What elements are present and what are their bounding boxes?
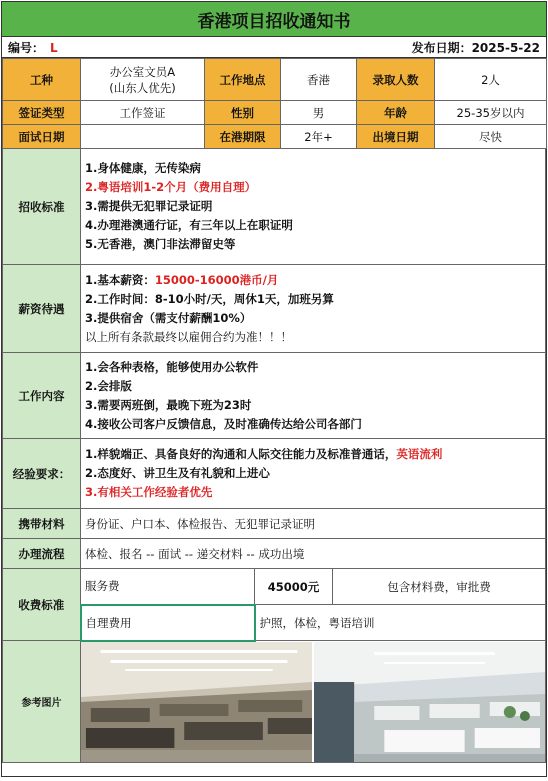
departure-label: 出境日期 [357, 125, 435, 149]
service-fee-label: 服务费 [81, 569, 255, 605]
duty-item: 3.需要两班倒，最晚下班为23时 [85, 397, 252, 412]
requirements-label: 招收标准 [3, 149, 81, 265]
duty-item: 2.会排版 [85, 378, 132, 393]
service-fee-amount: 45000元 [255, 569, 333, 605]
process-value: 体检、报名 -- 面试 -- 递交材料 -- 成功出境 [81, 539, 546, 569]
requirements-list [81, 149, 546, 265]
requirement-item: 1.身体健康，无传染病 [85, 161, 201, 175]
reference-photos [81, 642, 545, 762]
office-photo-1 [81, 642, 312, 762]
detail-table [2, 148, 546, 763]
experience-line-1 [85, 445, 541, 464]
number-label: 编号： [8, 40, 45, 55]
salary-amount: 15000-16000港币/月 [154, 272, 279, 287]
gender-value: 男 [281, 101, 357, 125]
duties-label: 工作内容 [3, 353, 81, 439]
salary-note: 以上所有条款最终以雇佣合约为准！！！ [85, 329, 292, 344]
headcount-value: 2人 [435, 59, 547, 101]
requirement-item: 3.需提供无犯罪记录证明 [85, 199, 213, 213]
self-paid-note: 护照，体检，粤语培训 [255, 605, 546, 641]
notice-title: 香港项目招收通知书 [2, 2, 546, 37]
job-value [81, 59, 205, 101]
requirement-item: 5.无香港，澳门非法滞留史等 [85, 237, 236, 251]
interview-label: 面试日期 [3, 125, 81, 149]
experience-line-2: 2.态度好、讲卫生及有礼貌和上进心 [85, 466, 270, 480]
publish-date [412, 39, 540, 56]
gender-label: 性别 [205, 101, 281, 125]
number-field [8, 39, 58, 56]
experience-line-3: 3.有相关工作经验者优先 [85, 485, 213, 499]
requirement-item: 2.粤语培训1-2个月（费用自理） [85, 180, 257, 194]
job-value-line2: (山东人优先) [109, 80, 176, 95]
date-value: 2025-5-22 [471, 40, 540, 55]
experience-list [81, 439, 546, 509]
interview-value [81, 125, 205, 149]
job-label: 工种 [3, 59, 81, 101]
departure-value: 尽快 [435, 125, 547, 149]
salary-label: 薪资待遇 [3, 265, 81, 353]
duty-item: 4.接收公司客户反馈信息，及时准确传达给公司各部门 [85, 416, 362, 431]
materials-value: 身份证、户口本、体检报告、无犯罪记录证明 [81, 509, 546, 539]
experience-label: 经验要求： [3, 439, 81, 509]
visa-label: 签证类型 [3, 101, 81, 125]
location-label: 工作地点 [205, 59, 281, 101]
headcount-label: 录取人数 [357, 59, 435, 101]
experience-english: 英语流利 [396, 447, 443, 461]
salary-line-1 [85, 271, 541, 290]
duration-label: 在港期限 [205, 125, 281, 149]
duties-list [81, 353, 546, 439]
meta-row [2, 37, 546, 58]
salary-prefix: 1.基本薪资： [85, 272, 155, 287]
materials-label: 携带材料 [3, 509, 81, 539]
photos-cell [81, 641, 546, 763]
process-label: 办理流程 [3, 539, 81, 569]
self-paid-label: 自理费用 [81, 605, 255, 641]
age-value: 25-35岁以内 [435, 101, 547, 125]
fees-label: 收费标准 [3, 569, 81, 641]
job-value-line1: 办公室文员A [109, 64, 176, 79]
number-value: L [50, 40, 58, 55]
age-label: 年龄 [357, 101, 435, 125]
office-photo-2 [312, 642, 545, 762]
duty-item: 1.会各种表格，能够使用办公软件 [85, 359, 259, 374]
duration-value: 2年+ [281, 125, 357, 149]
photos-label: 参考图片 [3, 641, 81, 763]
info-table [2, 58, 547, 149]
experience-prefix: 1.样貌端正、具备良好的沟通和人际交往能力及标准普通话， [85, 447, 397, 461]
recruitment-notice [1, 1, 547, 777]
visa-value: 工作签证 [81, 101, 205, 125]
salary-line-3: 3.提供宿舍（需支付薪酬10%） [85, 310, 252, 325]
salary-line-2: 2.工作时间：8-10小时/天，周休1天，加班另算 [85, 291, 334, 306]
location-value: 香港 [281, 59, 357, 101]
service-fee-note: 包含材料费，审批费 [333, 569, 546, 605]
requirement-item: 4.办理港澳通行证，有三年以上在职证明 [85, 218, 293, 232]
salary-list [81, 265, 546, 353]
date-label: 发布日期： [411, 40, 472, 55]
